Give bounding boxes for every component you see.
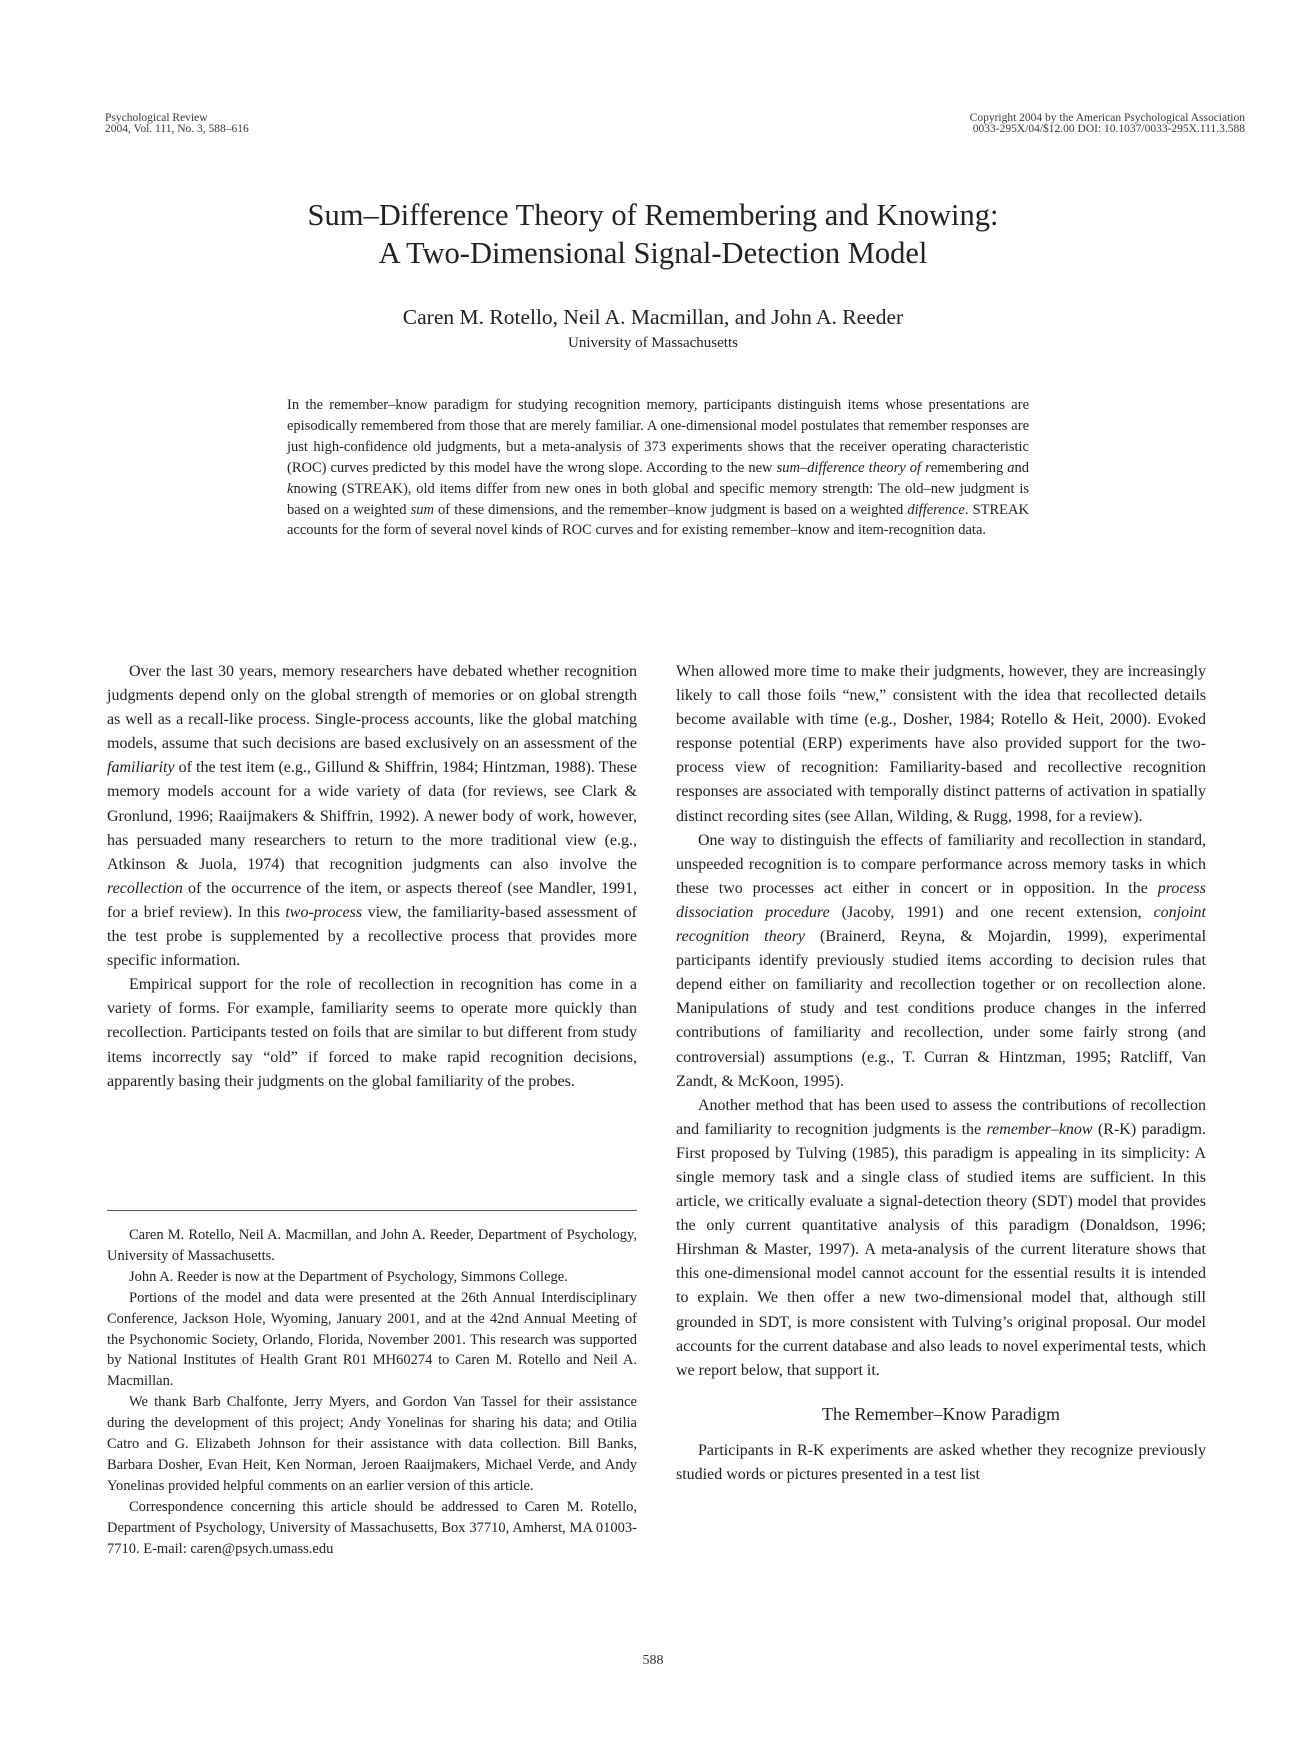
emphasis: familiarity — [107, 759, 175, 777]
affiliation: University of Massachusetts — [568, 335, 738, 351]
author-list: Caren M. Rotello, Neil A. Macmillan, and John A. Reeder — [402, 305, 904, 329]
journal-header-right — [970, 113, 1245, 135]
volume-info: 2004, Vol. 111, No. 3, 588–616 — [105, 123, 249, 135]
abstract-text: In the remember–know paradigm for studying recognition memory, participants distinguish items whose presentations are episodically remembered from those that are merely familiar. A one-dimensional model postulates that remember responses are just high-confidence old judgments, but a meta-analysis of 373 experiments shows that the receiver operating characteristic (ROC) curves predicted by this model have the wrong slope. According to the new — [287, 397, 1029, 476]
right-column — [676, 660, 1206, 1487]
abstract-emphasis: k — [287, 480, 294, 497]
body-text: Another method that has been used to assess the contributions of recollection and familiarity to recognition judgments is the — [676, 1096, 1206, 1138]
abstract-emphasis: difference — [907, 501, 965, 518]
abstract-text: emembering — [930, 459, 1008, 476]
footnote-divider — [107, 1210, 637, 1211]
title-line-2: A Two-Dimensional Signal-Detection Model — [378, 236, 928, 270]
abstract-text: of these dimensions, and the remember–know judgment is based on a weighted — [433, 501, 908, 518]
footnote-paragraph: Caren M. Rotello, Neil A. Macmillan, and John A. Reeder, Department of Psychology, University of Massachusetts. — [107, 1227, 637, 1264]
body-text: (R-K) paradigm. First proposed by Tulving (1985), this paradigm is appealing in its simplicity: A single memory task and a single class of studied items are sufficient. In this article, we critically evaluate a signal-detection theory (SDT) model that provides the only current quantitative analysis of this paradigm (Donaldson, 1996; Hirshman & Master, 1997). A meta-analysis of the current literature shows that this one-dimensional model cannot account for the essential results it is intended to explain. We then offer a new two-dimensional model that, although still grounded in SDT, is more consistent with Tulving’s original proposal. Our model accounts for the current database and also leads to novel experimental tests, which we report below, that support it. — [676, 1120, 1207, 1379]
abstract-text: nowing (STREAK), old items differ from new ones in both global and specific memory strength: The old–new judgment is based on a weighted — [287, 480, 1029, 518]
body-paragraph — [107, 660, 637, 973]
abstract-emphasis: sum — [410, 501, 434, 518]
footnote-paragraph: Correspondence concerning this article should be addressed to Caren M. Rotello, Department of Psychology, University of Massachusetts, Box 37710, Amherst, MA 01003-7710. E-mail: caren@psych.umass.edu — [107, 1498, 637, 1557]
emphasis: conjoint recognition theory — [676, 903, 1206, 946]
emphasis: process dissociation procedure — [676, 879, 1206, 921]
body-text: of the occurrence of the item, or aspects thereof (see Mandler, 1991, for a brief review). In this — [107, 879, 637, 921]
author-note — [107, 1225, 637, 1560]
footnote-paragraph: John A. Reeder is now at the Department of Psychology, Simmons College. — [129, 1268, 568, 1285]
emphasis: recollection — [107, 879, 183, 897]
body-text: view, the familiarity-based assessment of the test probe is supplemented by a recollective process that provides more specific information. — [107, 903, 637, 970]
body-text: (Brainerd, Reyna, & Mojardin, 1999), experimental participants identify previously studied items according to decision rules that depend either on familiarity and recollection together or on recollection alone. Manipulations of study and test conditions produce changes in the inferred contributions of familiarity and recollection, under some fairly strong (and controversial) assumptions (e.g., T. Curran & Hintzman, 1995; Ratcliff, Van Zandt, & McKoon, 1995). — [676, 928, 1207, 1090]
journal-header-left — [105, 113, 249, 135]
footnote-paragraph: We thank Barb Chalfonte, Jerry Myers, and Gordon Van Tassel for their assistance during the development of this project; Andy Yonelinas for sharing his data; and Otilia Catro and G. Elizabeth Johnson for their assistance with data collection. Bill Banks, Barbara Dosher, Evan Heit, Ken Norman, Jeroen Raaijmakers, Michael Verde, and Andy Yonelinas provided helpful comments on an earlier version of this article. — [107, 1394, 637, 1494]
body-paragraph — [676, 829, 1206, 1094]
abstract-text: . STREAK accounts for the form of several novel kinds of ROC curves and for existing remember–know and item-recognition data. — [287, 501, 1029, 539]
abstract-emphasis: a — [1007, 459, 1015, 476]
journal-name: Psychological Review — [105, 112, 208, 124]
body-text: Over the last 30 years, memory researchers have debated whether recognition judgments depend only on the global strength of memories or on global strength as well as a recall-like process. Single-process accounts, like the global matching models, assume that such decisions are based exclusively on an assessment of the — [107, 663, 637, 753]
doi-line: 0033-295X/04/$12.00 DOI: 10.1037/0033-295X.111.3.588 — [972, 123, 1245, 135]
footnote-paragraph: Portions of the model and data were presented at the 26th Annual Interdisciplinary Conference, Jackson Hole, Wyoming, January 2001, and at the 42nd Annual Meeting of the Psychonomic Society, Orlando, Florida, November 2001. This research was supported by National Institutes of Health Grant R01 MH60274 to Caren M. Rotello and Neil A. Macmillan. — [107, 1289, 637, 1390]
emphasis: remember–know — [986, 1120, 1093, 1138]
body-paragraph: When allowed more time to make their judgments, however, they are increasingly likely to call those foils “new,” consistent with the idea that recollected details become available with time (e.g., Dosher, 1984; Rotello & Heit, 2000). Evoked response potential (ERP) experiments have also provided support for the two-process view of recognition: Familiarity-based and recollective recognition responses are associated with temporally distinct patterns of activation in spatially distinct recording sites (see Allan, Wilding, & Rugg, 1998, for a review). — [676, 663, 1206, 825]
emphasis: two-process — [285, 903, 363, 921]
body-paragraph: Empirical support for the role of recollection in recognition has come in a variety of forms. For example, familiarity seems to operate more quickly than recollection. Participants tested on foils that are similar to but different from study items incorrectly say “old” if forced to make rapid recognition decisions, apparently basing their judgments on the global familiarity of the probes. — [107, 976, 637, 1090]
abstract-text: nd — [1014, 459, 1030, 476]
body-paragraph — [676, 1094, 1206, 1383]
body-paragraph: Participants in R-K experiments are asked whether they recognize previously studied words or pictures presented in a test list — [676, 1441, 1206, 1483]
page-number: 588 — [642, 1653, 664, 1668]
title-line-1: Sum–Difference Theory of Remembering and Knowing: — [307, 198, 999, 232]
article-title — [0, 196, 1306, 272]
body-text: (Jacoby, 1991) and one recent extension, — [829, 903, 1154, 921]
body-text: One way to distinguish the effects of familiarity and recollection in standard, unspeeded recognition is to compare performance across memory tasks in which these two processes act either in concert or in opposition. In the — [676, 831, 1206, 897]
section-heading: The Remember–Know Paradigm — [822, 1403, 1060, 1424]
abstract-emphasis: sum–difference theory of r — [776, 459, 931, 476]
left-column — [107, 660, 637, 1094]
copyright-line: Copyright 2004 by the American Psychological Association — [969, 112, 1245, 124]
abstract — [287, 395, 1029, 541]
body-text: of the test item (e.g., Gillund & Shiffrin, 1984; Hintzman, 1988). These memory models account for a wide variety of data (for reviews, see Clark & Gronlund, 1996; Raaijmakers & Shiffrin, 1992). A newer body of work, however, has persuaded many researchers to return to the more traditional view (e.g., Atkinson & Juola, 1974) that recognition judgments can also involve the — [107, 759, 637, 873]
